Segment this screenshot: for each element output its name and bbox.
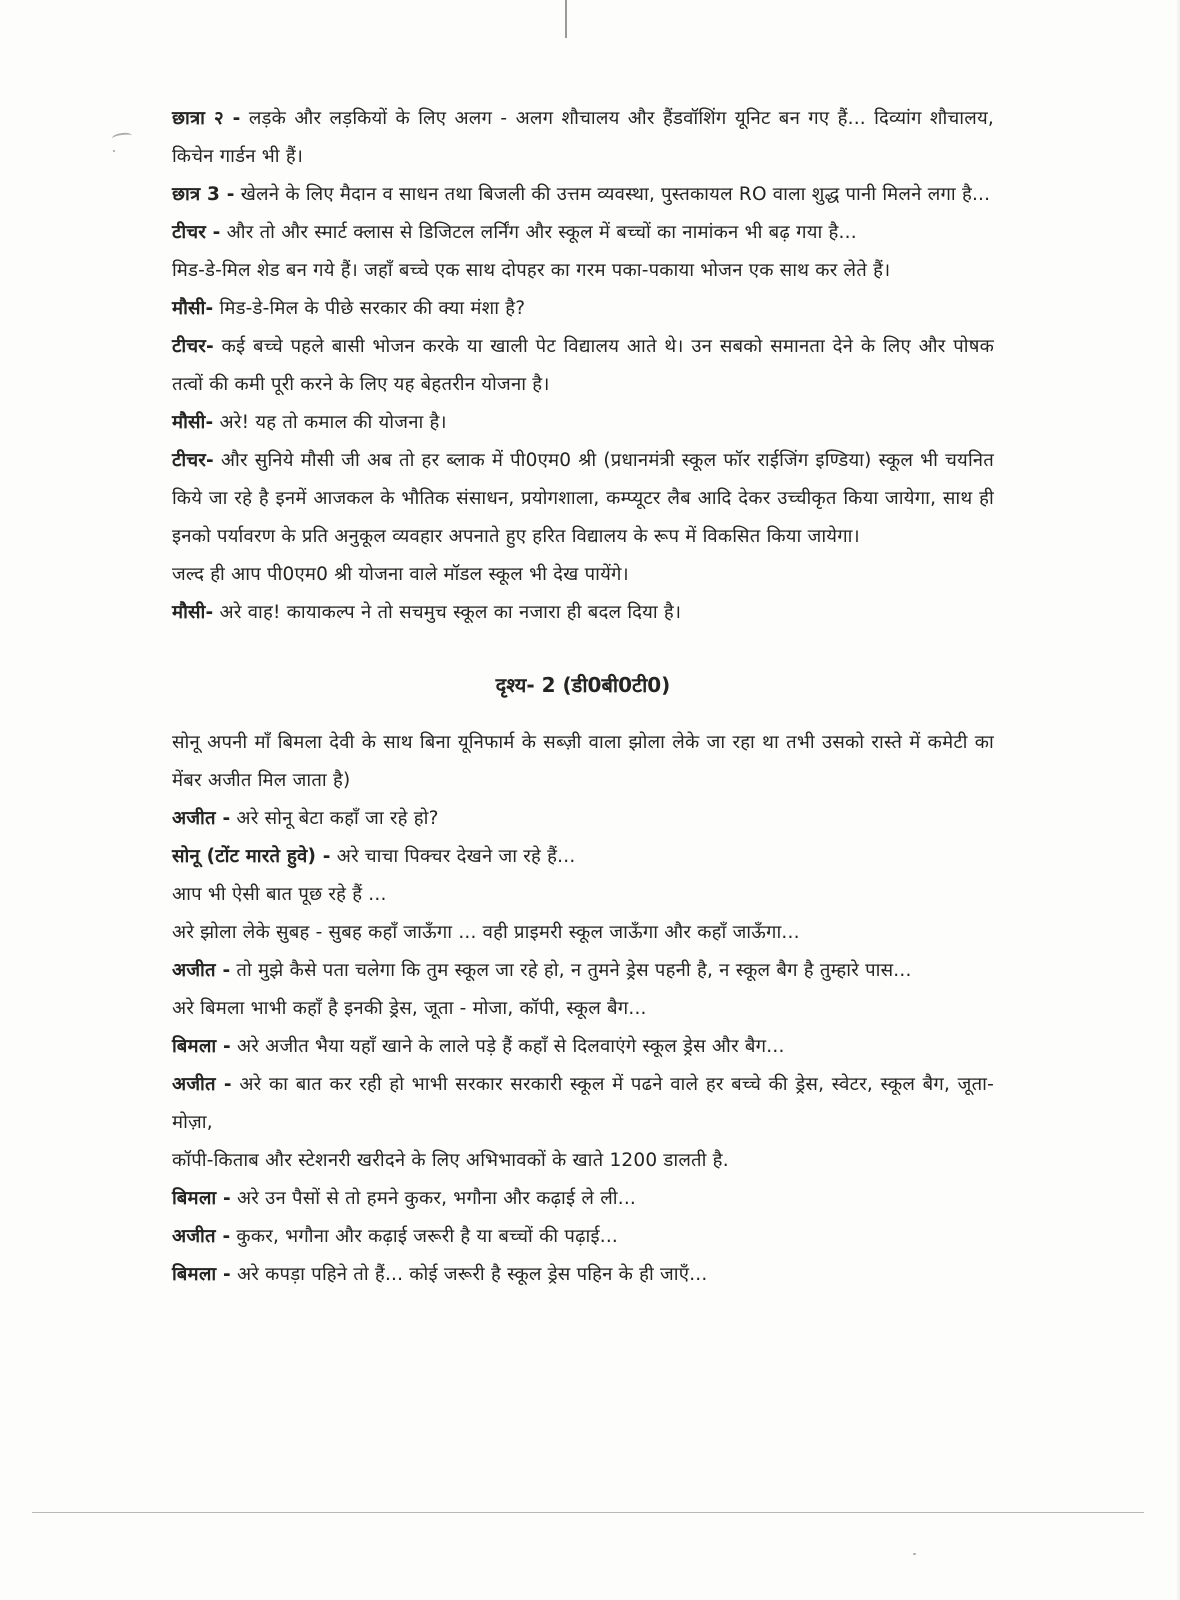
page-edge-shadow: [1176, 0, 1180, 1600]
dialogue-text: आप भी ऐसी बात पूछ रहे हैं ...: [172, 884, 387, 905]
dialogue-text: और तो और स्मार्ट क्लास से डिजिटल लर्निंग और स्कूल में बच्चों का नामांकन भी बढ़ गया है...: [226, 222, 857, 243]
speaker-name: अजीत -: [172, 808, 231, 829]
dialogue-text: कुकर, भगौना और कढ़ाई जरूरी है या बच्चों की पढ़ाई...: [236, 1226, 618, 1247]
dialogue-line: [172, 404, 994, 442]
dialogue-text: और सुनिये मौसी जी अब तो हर ब्लाक में पी0एम0 श्री (प्रधानमंत्री स्कूल फॉर राईजिंग इण्डिया) स्कूल भी चयनित किये जा रहे है इनमें आजकल के भौतिक संसाधन, प्रयोगशाला, कम्प्यूटर लैब आदि देकर उच्चीकृत किया जायेगा, साथ ही इनको पर्यावरण के प्रति अनुकूल व्यवहार अपनाते हुए हरित विद्यालय के रूप में विकसित किया जायेगा।: [172, 450, 994, 547]
script-body: [172, 100, 994, 1294]
dialogue-text: अरे सोनू बेटा कहाँ जा रहे हो?: [236, 808, 439, 829]
dialogue-line: [172, 594, 994, 632]
dialogue-line: [172, 100, 994, 176]
dialogue-line: [172, 838, 994, 876]
scan-bottom-line: [32, 1512, 1144, 1513]
narration-line: [172, 556, 994, 594]
pen-mark: [112, 132, 133, 143]
speaker-name: अजीत -: [172, 1074, 232, 1095]
dialogue-line: [172, 214, 994, 252]
dialogue-text: मिड-डे-मिल शेड बन गये हैं। जहाँ बच्चे एक साथ दोपहर का गरम पका-पकाया भोजन एक साथ कर लेते हैं।: [172, 260, 891, 281]
dialogue-text: कॉपी-किताब और स्टेशनरी खरीदने के लिए अभिभावकों के खाते 1200 डालती है.: [172, 1150, 729, 1171]
dialogue-line: [172, 1028, 994, 1066]
dialogue-text: सोनू अपनी माँ बिमला देवी के साथ बिना यूनिफार्म के सब्ज़ी वाला झोला लेके जा रहा था तभी उसको रास्ते में कमेटी का मेंबर अजीत मिल जाता है): [172, 732, 994, 791]
dialogue-text: खेलने के लिए मैदान व साधन तथा बिजली की उत्तम व्यवस्था, पुस्तकायल RO वाला शुद्ध पानी मिलने लगा है...: [240, 184, 991, 205]
narration-line: [172, 252, 994, 290]
dialogue-line: [172, 1256, 994, 1294]
speaker-name: मौसी-: [172, 412, 214, 433]
dialogue-text: अरे बिमला भाभी कहाँ है इनकी ड्रेस, जूता - मोजा, कॉपी, स्कूल बैग...: [172, 998, 647, 1019]
speaker-name: अजीत -: [172, 1226, 231, 1247]
speaker-name: बिमला -: [172, 1264, 231, 1285]
dialogue-text: अरे झोला लेके सुबह - सुबह कहाँ जाऊँगा ... वही प्राइमरी स्कूल जाऊँगा और कहाँ जाऊँगा...: [172, 922, 800, 943]
speaker-name: छात्र 3 -: [172, 184, 235, 205]
dialogue-line: [172, 1066, 994, 1142]
scan-speck: [113, 150, 115, 152]
dialogue-text: अरे! यह तो कमाल की योजना है।: [219, 412, 447, 433]
dialogue-text: अरे चाचा पिक्चर देखने जा रहे हैं...: [336, 846, 576, 867]
narration-line: [172, 990, 994, 1028]
speaker-name: अजीत -: [172, 960, 231, 981]
narration-line: [172, 914, 994, 952]
scan-fold-line: [565, 0, 567, 38]
speaker-name: मौसी-: [172, 298, 214, 319]
speaker-name: छात्रा २ -: [172, 108, 241, 129]
speaker-name: सोनू (टोंट मारते हुवे) -: [172, 846, 331, 867]
speaker-name: टीचर-: [172, 450, 214, 471]
dialogue-line: [172, 1218, 994, 1256]
speaker-name: टीचर -: [172, 222, 221, 243]
dialogue-text: अरे कपड़ा पहिने तो हैं... कोई जरूरी है स्कूल ड्रेस पहिन के ही जाएँ...: [236, 1264, 708, 1285]
scan-speck: [913, 1553, 916, 1555]
dialogue-text: लड़के और लड़कियों के लिए अलग - अलग शौचालय और हैंडवॉशिंग यूनिट बन गए हैं... दिव्यांग शौचालय, किचेन गार्डन भी हैं।: [172, 108, 994, 167]
dialogue-text: कई बच्चे पहले बासी भोजन करके या खाली पेट विद्यालय आते थे। उन सबको समानता देने के लिए और पोषक तत्वों की कमी पूरी करने के लिए यह बेहतरीन योजना है।: [172, 336, 994, 395]
narration-line: [172, 724, 994, 800]
dialogue-line: [172, 328, 994, 404]
dialogue-text: तो मुझे कैसे पता चलेगा कि तुम स्कूल जा रहे हो, न तुमने ड्रेस पहनी है, न स्कूल बैग है तुम्हारे पास...: [236, 960, 912, 981]
dialogue-text: जल्द ही आप पी0एम0 श्री योजना वाले मॉडल स्कूल भी देख पायेंगे।: [172, 564, 629, 585]
scene-heading: दृश्य- 2 (डी0बी0टी0): [495, 673, 671, 697]
narration-line: [172, 876, 994, 914]
speaker-name: मौसी-: [172, 602, 214, 623]
dialogue-line: [172, 800, 994, 838]
speaker-name: टीचर-: [172, 336, 214, 357]
dialogue-line: [172, 442, 994, 556]
dialogue-line: [172, 952, 994, 990]
speaker-name: बिमला -: [172, 1036, 231, 1057]
narration-line: [172, 1142, 994, 1180]
dialogue-text: मिड-डे-मिल के पीछे सरकार की क्या मंशा है?: [219, 298, 526, 319]
dialogue-line: [172, 176, 994, 214]
dialogue-text: अरे वाह! कायाकल्प ने तो सचमुच स्कूल का नजारा ही बदल दिया है।: [219, 602, 682, 623]
dialogue-text: अरे अजीत भैया यहाँ खाने के लाले पड़े हैं कहाँ से दिलवाएंगे स्कूल ड्रेस और बैग...: [236, 1036, 785, 1057]
dialogue-line: [172, 1180, 994, 1218]
dialogue-text: अरे का बात कर रही हो भाभी सरकार सरकारी स्कूल में पढने वाले हर बच्चे की ड्रेस, स्वेटर, स्कूल बैग, जूता-मोज़ा,: [172, 1074, 994, 1133]
dialogue-text: अरे उन पैसों से तो हमने कुकर, भगौना और कढ़ाई ले ली...: [236, 1188, 637, 1209]
speaker-name: बिमला -: [172, 1188, 231, 1209]
dialogue-line: [172, 290, 994, 328]
